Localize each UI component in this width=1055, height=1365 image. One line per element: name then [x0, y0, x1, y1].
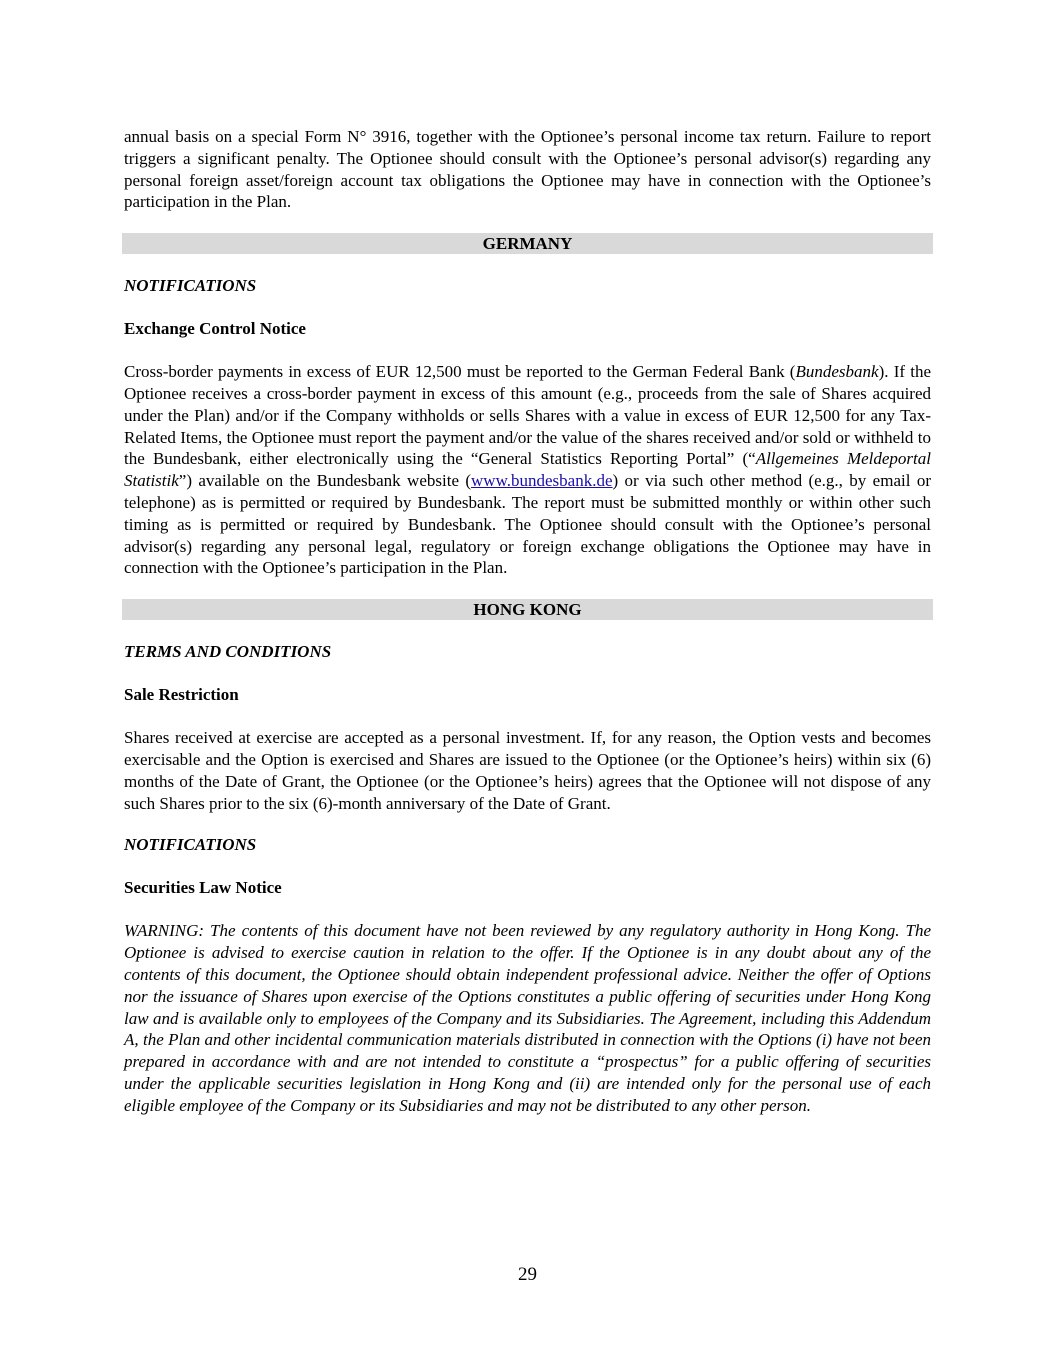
securities-warning-paragraph: WARNING: The contents of this document have not been reviewed by any regulatory authority in Hong Kong. The Optionee is advised to exercise caution in relation to the offer. If the Optionee is in any doubt about any of the contents of this document, the Optionee should obtain independent professional advice. Neither the offer of Options nor the issuance of Shares upon exercise of the Options constitutes a public offering of securities under Hong Kong law and is available only to employees of the Company and its Subsidiaries. The Agreement, including this Addendum A, the Plan and other incidental communication materials distributed in connection with the Options (i) have not been prepared in accordance with and are not intended to constitute a “prospectus” for a public offering of securities under the applicable securities legislation in Hong Kong and (ii) are intended only for the personal use of each eligible employee of the Company or its Subsidiaries and may not be distributed to any other person.	[124, 921, 931, 1115]
section-header-germany: GERMANY	[122, 233, 933, 254]
exchange-text-1: Cross-border payments in excess of EUR 12,500 must be reported to the German Federal Bank (	[124, 362, 796, 382]
exchange-control-paragraph	[124, 361, 931, 579]
portal-term: Allgemeines Meldeportal Statistik	[124, 449, 931, 491]
securities-law-heading: Securities Law Notice	[124, 878, 282, 898]
terms-and-conditions-heading: TERMS AND CONDITIONS	[124, 642, 332, 662]
exchange-text-3: ”) available on the Bundesbank website (	[178, 471, 472, 491]
exchange-control-heading: Exchange Control Notice	[124, 319, 306, 339]
section-header-hong-kong: HONG KONG	[122, 599, 933, 620]
bundesbank-term: Bundesbank	[795, 362, 879, 382]
exchange-text-4: ) or via such other method (e.g., by email or telephone) as is permitted or required by Bundesbank. The report must be submitted monthly or within other such timing as is permitted or required by Bundesbank. The Optionee should consult with the Optionee’s personal advisor(s) regarding any personal legal, regulatory or foreign exchange obligations the Optionee may have in connection with the Optionee’s participation in the Plan.	[124, 471, 931, 578]
sale-restriction-heading: Sale Restriction	[124, 685, 239, 705]
page-number: 29	[518, 1264, 537, 1285]
top-paragraph: annual basis on a special Form N° 3916, together with the Optionee’s personal income tax return. Failure to report triggers a significant penalty. The Optionee should consult with the Optionee’s personal advisor(s) regarding any personal foreign asset/foreign account tax obligations the Optionee may have in connection with the Optionee’s participation in the Plan.	[124, 127, 931, 212]
exchange-text-2: ). If the Optionee receives a cross-border payment in excess of this amount (e.g., proceeds from the sale of Shares acquired under the Plan) and/or if the Company withholds or sells Shares with a value in excess of EUR 12,500 for any Tax-Related Items, the Optionee must report the payment and/or the value of the shares received and/or sold or withheld to the Bundesbank, either electronically using the “General Statistics Reporting Portal” (“	[124, 362, 931, 469]
germany-notifications-heading: NOTIFICATIONS	[124, 276, 257, 296]
document-page	[124, 126, 931, 1117]
sale-restriction-paragraph: Shares received at exercise are accepted as a personal investment. If, for any reason, the Option vests and becomes exercisable and the Option is exercised and Shares are issued to the Optionee (or the Optionee’s heirs) within six (6) months of the Date of Grant, the Optionee (or the Optionee’s heirs) agrees that the Optionee will not dispose of any such Shares prior to the six (6)-month anniversary of the Date of Grant.	[124, 728, 931, 813]
hong-kong-notifications-heading: NOTIFICATIONS	[124, 835, 257, 855]
bundesbank-website-link[interactable]: www.bundesbank.de	[471, 471, 613, 491]
